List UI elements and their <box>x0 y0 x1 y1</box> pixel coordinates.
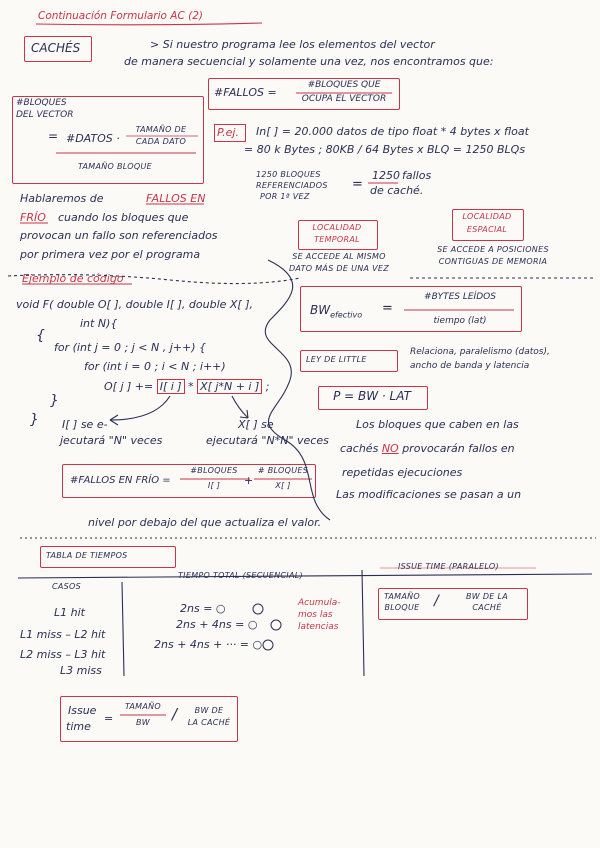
issue-lhs-1: Issue <box>68 704 97 717</box>
fallos-rhs-line-1: #BLOQUES QUE <box>307 80 381 90</box>
issue-table-num-2: BLOQUE <box>384 603 420 612</box>
bw-denominator: tiempo (lat) <box>433 316 487 326</box>
notes-line-5: nivel por debajo del que actualiza el valor. <box>88 516 322 529</box>
note-x-line-2: ejecutará "N*N" veces <box>206 434 329 447</box>
code-line-3: { <box>36 328 45 344</box>
little-formula: P = BW · LAT <box>333 389 411 403</box>
issue-num: TAMAÑO <box>124 702 162 711</box>
localidad-espacial-desc-2: CONTIGUAS DE MEMORIA <box>438 257 548 266</box>
code-line-2: int N){ <box>80 317 118 330</box>
bw-eq: = <box>382 301 393 316</box>
tiempos-row-2: L1 miss – L2 hit <box>20 628 106 641</box>
page-title: Continuación Formulario AC (2) <box>38 10 204 22</box>
tiempos-col-issue: ISSUE TIME (PARALELO) <box>398 562 499 571</box>
tiempos-col-casos: CASOS <box>52 582 82 591</box>
code-heading: Ejemplo de código <box>22 272 124 285</box>
code-line-1: void F( double O[ ], double I[ ], double X[ ], <box>16 298 254 311</box>
tiempos-acum-3: latencias <box>298 622 339 632</box>
localidad-temporal-desc-1: SE ACCEDE AL MISMO <box>292 252 386 261</box>
tiempos-row-1: L1 hit <box>54 606 85 619</box>
frio-text-4: por primera vez por el programa <box>20 248 201 261</box>
code-line-6c: * <box>184 380 198 393</box>
caches-intro-line-2: de manera secuencial y solamente una vez, nos encontramos que: <box>124 55 494 68</box>
fallos-rhs-line-2: OCUPA EL VECTOR <box>301 94 387 104</box>
fallos-frio-b-1: # BLOQUES <box>257 466 309 475</box>
example-ref-unit-2: de caché. <box>370 184 424 197</box>
localidad-espacial-desc-1: SE ACCEDE A POSICIONES <box>437 245 549 254</box>
code-line-6a: O[ j ] += <box>104 380 157 393</box>
frio-text-1: Hablaremos de <box>20 192 104 205</box>
caches-heading: CACHÉS <box>31 41 81 55</box>
frio-text-2: FRÍO <box>20 211 46 224</box>
bloques-lhs-line-2: DEL VECTOR <box>16 110 74 120</box>
fallos-frio-a-1: #BLOQUES <box>190 466 238 475</box>
tiempos-col-total: TIEMPO TOTAL (SECUENCIAL) <box>178 571 303 580</box>
code-i-ref: I[ i ] <box>157 379 185 394</box>
issue-eq: = <box>104 712 114 725</box>
localidad-temporal-1: LOCALIDAD <box>312 223 362 232</box>
frio-text-2b: cuando los bloques que <box>58 211 189 224</box>
localidad-temporal-desc-2: DATO MÁS DE UNA VEZ <box>288 264 390 273</box>
bloques-datos: #DATOS · <box>66 132 120 145</box>
notes-no: NO <box>381 442 399 455</box>
code-line-5: for (int i = 0 ; i < N ; i++) <box>84 360 226 373</box>
notes-line-3: repetidas ejecuciones <box>342 466 463 479</box>
localidad-espacial-2: ESPACIAL <box>466 225 508 234</box>
example-ref-eq: = <box>352 177 363 192</box>
issue-rhs-2: LA CACHÉ <box>187 718 231 727</box>
bw-sub: efectivo <box>330 310 363 320</box>
code-line-7: } <box>50 393 59 409</box>
frio-text-1b: FALLOS EN <box>146 192 206 205</box>
tiempos-acum-1: Acumula- <box>298 598 341 608</box>
tiempos-row-4: L3 miss <box>60 664 102 677</box>
code-line-4: for (int j = 0 ; j < N , j++) { <box>54 341 206 354</box>
frio-text-3: provocan un fallo son referenciados <box>20 229 218 242</box>
bloques-tam-line-1: TAMAÑO DE <box>135 125 187 134</box>
notes-caches: cachés <box>340 442 379 455</box>
fallos-frio-plus: + <box>244 474 254 487</box>
issue-lhs-2: time <box>66 720 91 733</box>
pej-label: P.ej. <box>217 126 239 139</box>
notes-line-1: Los bloques que caben en las <box>356 418 519 431</box>
issue-table-num-1: TAMAÑO <box>383 592 421 601</box>
notes-line-4: Las modificaciones se pasan a un <box>336 488 522 501</box>
tiempos-total-2: 2ns + 4ns = ○ <box>176 618 258 631</box>
note-i-line-1: I[ ] se e- <box>62 418 108 431</box>
bloques-tam-line-2: CADA DATO <box>135 137 187 146</box>
code-line-6e: ; <box>262 380 270 393</box>
little-desc-1: Relaciona, paralelismo (datos), <box>410 347 550 357</box>
tiempos-total-3: 2ns + 4ns + ··· = ○ <box>154 638 263 651</box>
localidad-espacial-1: LOCALIDAD <box>462 212 512 221</box>
issue-table-den-1: BW DE LA <box>465 592 509 601</box>
tiempos-row-3: L2 miss – L3 hit <box>20 648 106 661</box>
fallos-frio-lhs: #FALLOS EN FRÍO = <box>70 475 171 486</box>
bw-main: BW <box>310 303 331 317</box>
tiempos-total-1: 2ns = ○ <box>180 602 226 615</box>
issue-rhs-1: BW DE <box>194 706 224 715</box>
bloques-den: TAMAÑO BLOQUE <box>78 162 152 171</box>
fallos-frio-b-2: X[ ] <box>275 481 291 490</box>
example-line-2: = 80 k Bytes ; 80KB / 64 Bytes x BLQ = 1250 BLQs <box>244 143 526 156</box>
code-line-8: } <box>30 412 39 428</box>
issue-table-slash: / <box>434 593 439 609</box>
issue-den: BW <box>136 718 150 727</box>
issue-table-den-2: CACHÉ <box>472 603 502 612</box>
little-desc-2: ancho de banda y latencia <box>410 361 530 371</box>
note-x-line-1: X[ ] se <box>238 418 274 431</box>
little-label: LEY DE LITTLE <box>306 355 367 364</box>
example-ref-line-3: POR 1ª VEZ <box>260 192 310 201</box>
fallos-frio-a-2: I[ ] <box>207 481 221 490</box>
example-line-1: In[ ] = 20.000 datos de tipo float * 4 bytes x float <box>256 125 529 138</box>
tiempos-label: TABLA DE TIEMPOS <box>46 551 128 560</box>
issue-slash: / <box>172 705 178 723</box>
example-ref-value: 1250 <box>372 169 400 182</box>
notes-provocaran: provocarán fallos en <box>402 442 515 455</box>
localidad-temporal-2: TEMPORAL <box>314 235 360 244</box>
example-ref-line-1: 1250 BLOQUES <box>256 170 321 179</box>
bw-numerator: #BYTES LEÍDOS <box>424 292 496 302</box>
example-ref-line-2: REFERENCIADOS <box>256 181 328 190</box>
example-ref-unit-1: fallos <box>402 169 432 182</box>
caches-intro-line-1: > Si nuestro programa lee los elementos del vector <box>150 38 435 51</box>
bloques-eq: = <box>48 129 59 143</box>
fallos-lhs: #FALLOS = <box>214 86 277 99</box>
code-x-ref: X[ j*N + i ] <box>197 379 262 394</box>
bloques-lhs-line-1: #BLOQUES <box>16 98 67 108</box>
tiempos-acum-2: mos las <box>298 610 333 620</box>
note-i-line-2: jecutará "N" veces <box>60 434 163 447</box>
